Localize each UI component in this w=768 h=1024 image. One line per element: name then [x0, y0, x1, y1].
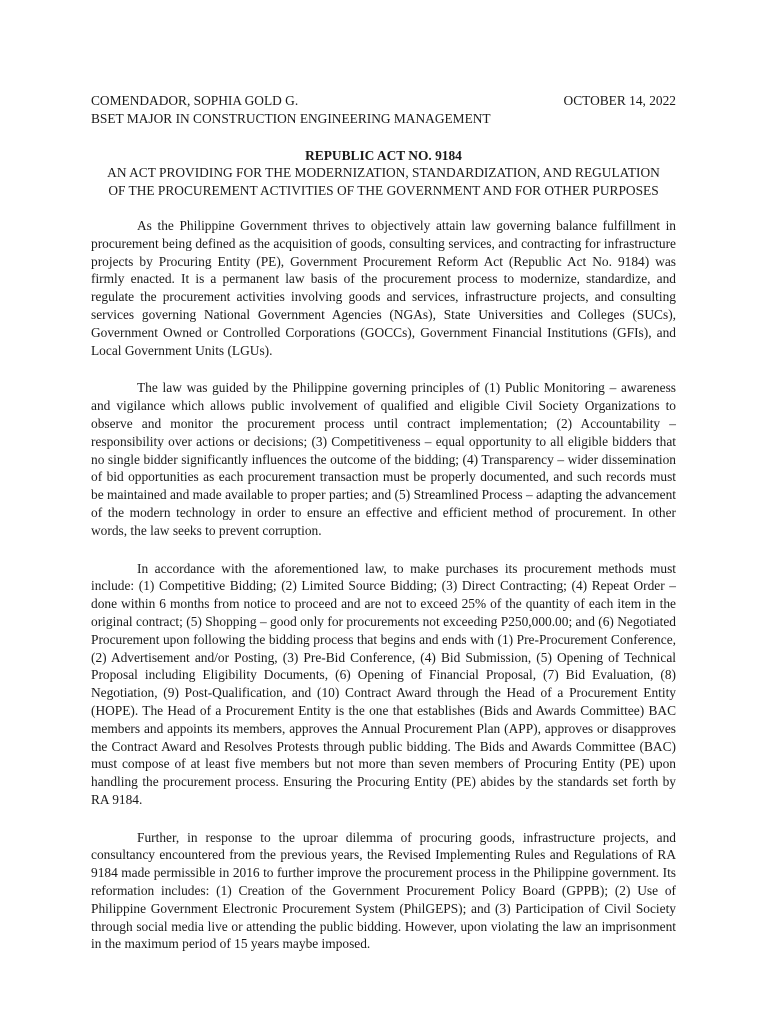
act-title-line-1: AN ACT PROVIDING FOR THE MODERNIZATION, STANDARDIZATION, AND REGULATION: [107, 165, 660, 181]
paragraph-2: The law was guided by the Philippine governing principles of (1) Public Monitoring – awareness and vigilance which allows public involvement of qualified and eligible Civil Society Organizations to observe and monitor the procurement process until contract implementation; (2) Accountability – responsibility over actions or decisions; (3) Competitiveness – equal opportunity to all eligible bidders that no single bidder significantly influences the outcome of the bidding; (4) Transparency – wider dissemination of bid opportunities as each procurement transaction must be properly documented, and such records must be maintained and made available to proper parties; and (5) Streamlined Process – adapting the advancement of the modern technology in order to ensure an effective and efficient method of procurement. In other words, the law seeks to prevent corruption.: [91, 380, 676, 538]
program-line: BSET MAJOR IN CONSTRUCTION ENGINEERING MANAGEMENT: [91, 110, 491, 126]
paragraph-4: Further, in response to the uproar dilemma of procuring goods, infrastructure projects, and consultancy encountered from the previous years, the Revised Implementing Rules and Regulations of RA 9184 made permissible in 2016 to further improve the procurement process in the Philippine government. Its reformation includes: (1) Creation of the Government Procurement Policy Board (GPPB); (2) Use of Philippine Government Electronic Procurement System (PhilGEPS); and (3) Participation of Civil Society through social media live or attending the public bidding. However, upon violating the law an imprisonment in the maximum period of 15 years maybe imposed.: [91, 829, 676, 952]
author-name: COMENDADOR, SOPHIA GOLD G.: [91, 93, 299, 108]
paragraph-3: In accordance with the aforementioned law, to make purchases its procurement methods must include: (1) Competitive Bidding; (2) Limited Source Bidding; (3) Direct Contracting; (4) Repeat Order – done within 6 months from notice to proceed and are not to exceed 25% of the quantity of each item in the original contract; (5) Shopping – good only for procurements not exceeding P250,000.00; and (6) Negotiated Procurement upon following the bidding process that begins and ends with (1) Pre-Procurement Conference, (2) Advertisement and/or Posting, (3) Pre-Bid Conference, (4) Bid Submission, (5) Opening of Technical Proposal including Eligibility Documents, (6) Opening of Financial Proposal, (7) Bid Evaluation, (8) Negotiation, (9) Post-Qualification, and (10) Contract Award through the Head of a Procurement Entity (HOPE). The Head of a Procurement Entity is the one that establishes (Bids and Awards Committee) BAC members and appoints its members, approves the Annual Procurement Plan (APP), approves or disapproves the Contract Award and Resolves Protests through public bidding. The Bids and Awards Committee (BAC) must compose of at least five members but not more than seven members of Procuring Entity (PE) upon handling the procurement process. Ensuring the Procuring Entity (PE) abides by the standards set forth by RA 9184.: [91, 560, 676, 807]
document-date: OCTOBER 14, 2022: [563, 93, 676, 108]
header-row: [91, 92, 676, 110]
act-title-line-2: OF THE PROCUREMENT ACTIVITIES OF THE GOVERNMENT AND FOR OTHER PURPOSES: [108, 183, 659, 199]
title-block: [91, 147, 676, 200]
paragraph-1: As the Philippine Government thrives to objectively attain law governing balance fulfillment in procurement being defined as the acquisition of goods, consulting services, and contracting for infrastructure projects by Procuring Entity (PE), Government Procurement Reform Act (Republic Act No. 9184) was firmly enacted. It is a permanent law basis of the procurement process to modernize, standardize, and regulate the procurement activities involving goods and services, infrastructure projects, and consulting services governing National Government Agencies (NGAs), State Universities and Colleges (SUCs), Government Owned or Controlled Corporations (GOCCs), Government Financial Institutions (GFIs), and Local Government Units (LGUs).: [91, 217, 676, 358]
act-number: REPUBLIC ACT NO. 9184: [305, 147, 462, 163]
